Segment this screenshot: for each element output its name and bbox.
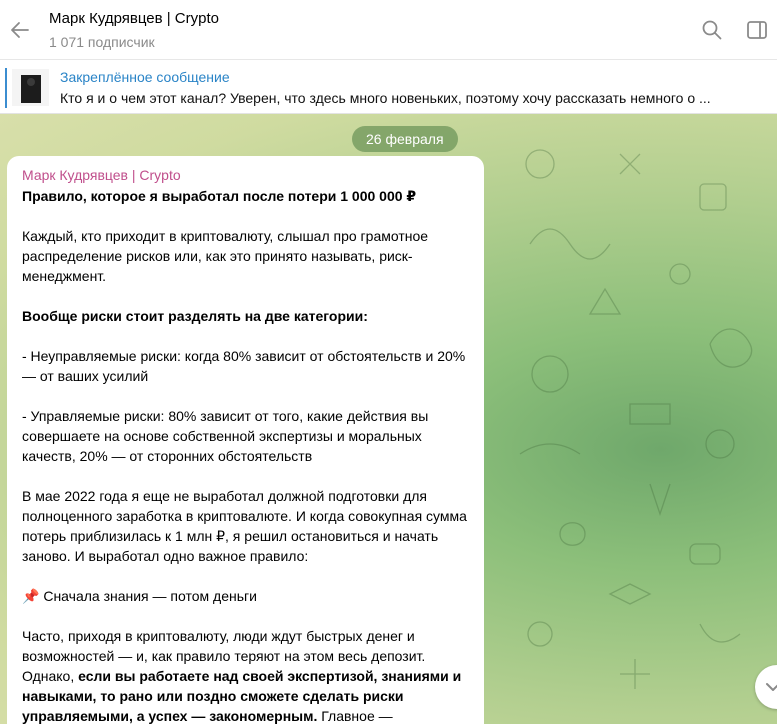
chat-header [0,0,777,60]
message-paragraph: Вообще риски стоит разделять на две категории: [22,308,368,324]
pinned-indicator [5,68,7,108]
date-separator: 26 февраля [352,126,458,152]
chevron-down-icon [763,677,777,697]
pushpin-icon: 📌 [22,588,40,604]
pinned-title: Закреплённое сообщение [60,69,230,85]
message-paragraph: Каждый, кто приходит в криптовалюту, слышал про грамотное распределение рисков или, как это принято называть, риск-менеджмент. [22,228,429,284]
message-bubble[interactable] [7,156,484,724]
message-paragraph: Часто, приходя в криптовалюту, люди ждут быстрых денег и возможностей — и, как правило теряют на этом весь депозит. Однако, если вы работаете над своей экспертизой, знаниями и навыками, то рано или поздно сможете сделать риски управляемыми, а успех — закономерным. Главное — [22,628,462,724]
search-button[interactable] [700,18,724,42]
message-paragraph: В мае 2022 года я еще не выработал должной подготовки для полноценного заработка в криптовалюте. И когда совокупная сумма потерь приблизилась к 1 млн ₽, я решил остановиться и начать заново. И выработал одно важное правило: [22,488,467,564]
message-paragraph: - Управляемые риски: 80% зависит от того, какие действия вы совершаете на основе собственной экспертизы и моральных качеств, 20% — от сторонних обстоятельств [22,408,429,464]
search-icon [700,18,724,42]
subscriber-count: 1 071 подписчик [49,34,155,50]
pinned-text: Кто я и о чем этот канал? Уверен, что здесь много новеньких, поэтому хочу рассказать немного о ... [60,90,711,106]
channel-title[interactable]: Марк Кудрявцев | Crypto [49,10,219,27]
message-heading: Правило, которое я выработал после потери 1 000 000 ₽ [22,188,417,204]
back-arrow-icon [8,18,32,42]
message-paragraph: 📌 Сначала знания — потом деньги [22,588,257,604]
sidebar-toggle-icon [745,18,769,42]
sidebar-toggle-button[interactable] [745,18,769,42]
message-text [22,186,469,724]
pinned-message-bar[interactable] [0,61,777,114]
chat-area[interactable] [0,114,777,724]
message-paragraph: - Неуправляемые риски: когда 80% зависит от обстоятельств и 20% — от ваших усилий [22,348,466,384]
back-button[interactable] [8,14,36,46]
message-sender[interactable]: Марк Кудрявцев | Crypto [22,167,181,183]
background-pattern [500,124,770,714]
pinned-thumbnail [12,69,49,106]
